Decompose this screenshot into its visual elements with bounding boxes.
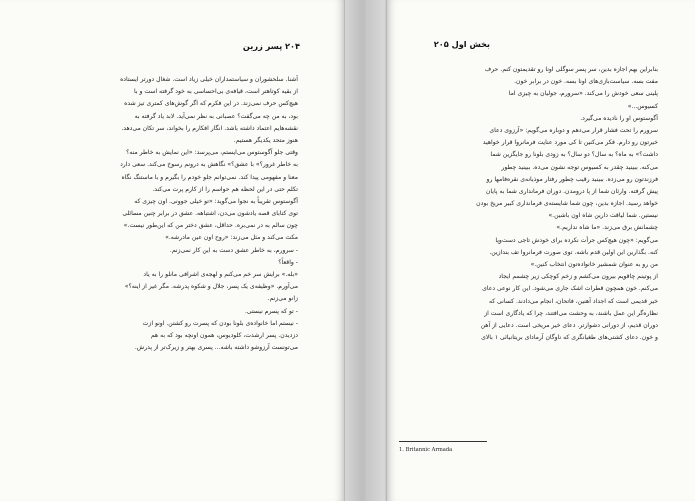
text-line: کسیوس...» bbox=[627, 102, 658, 110]
text-line: پیش گرفته. وارثان شما از پا درومدن. دوران فرمانداری شما به پایان bbox=[485, 187, 658, 195]
text-line: مکث می‌کند و مثل می‌زند: «روح اون عین مادرشه.» bbox=[165, 234, 298, 242]
text-line: خیر قدیمی است که اجداد آهنین، فاتحان، انجام می‌دادند. کسانی که bbox=[488, 297, 658, 305]
right-page-header: بخش اول ۲۰۵ bbox=[433, 39, 490, 49]
text-line: می‌تونست آرزوشو داشته باشه... پسری بهتر و زیرک‌تر از پدرش. bbox=[134, 344, 298, 352]
text-line: می‌گویم: «چون هیچ‌کس جرأت نکرده برای خودش تاجی دست‌وپا bbox=[495, 236, 658, 244]
text-line: بنابراین بهم اجازه بدین، سر پسر سوگلی اونا رو تقدیمتون کنم. حرف bbox=[484, 66, 658, 73]
text-line: معنا و مفهومی پیدا کند. نمی‌توانم جلو خودم را بگیرم و با ماستنگ نگاه bbox=[121, 173, 298, 181]
text-line: از بقیه کوتاهتر است، قیافه‌ی بی‌احساسی به خود گرفته است و با bbox=[133, 88, 298, 96]
text-line: آگوستوس او را نادیده می‌گیرد. bbox=[580, 114, 658, 122]
text-line: دزدیدن. پسر ارشدت، کلودیوس، همون اونچه بود که به هم bbox=[150, 331, 298, 339]
text-line: نقشه‌هایم اعتماد داشته باشد. انگار افکارم را بخواند، سر تکان می‌دهد. bbox=[121, 124, 298, 132]
text-line: می‌کنه. ببینید چقدر به کسیوس توجه نشون می‌ده. ببینید چطور bbox=[501, 163, 658, 171]
text-line: «بله.» برایش سر خم می‌کنم و لهجه‌ی اشرافی مانلو را به یاد bbox=[143, 271, 298, 278]
text-line: به خاطر غرور؟» با عشق؟» نگاهش به درونم رسوخ می‌کند. سعی دارد bbox=[120, 161, 298, 169]
text-line: از پوتینم چاقویم بیرون می‌کشم و زخم کوچکی زیر چشمم ایجاد bbox=[498, 273, 658, 281]
text-line: من رو به عنوان شمشیر خانواده‌تون انتخاب کنین.» bbox=[530, 261, 658, 268]
text-line: - واقعاً؟ bbox=[278, 258, 298, 266]
left-page bbox=[0, 0, 345, 501]
left-page-header: ۲۰۴ پسر زرین bbox=[242, 41, 300, 51]
text-line: توی کتابای قصه یادشون می‌دن، اشتباهه. عشق در برابر چنین مسائلی bbox=[122, 210, 298, 218]
text-line: کنه. بگذارین این اولین قدم باشه. توی صورت فرمانروا تف بندازین. bbox=[489, 248, 658, 256]
right-page-body bbox=[402, 64, 658, 344]
text-line: چشمانش برق می‌زند. «ما شاه نداریم.» bbox=[556, 224, 658, 232]
text-line: - سرورم، به خاطر عشق دست به این کار نمی‌زنم. bbox=[169, 246, 298, 254]
text-line: - تو که پسرم نیستی. bbox=[244, 307, 298, 315]
text-line: می‌آورم. «وظیفه‌ی یک پسر، جلال و شکوه پدرشه. مگر غیر از اینه؟» bbox=[124, 283, 298, 291]
text-line: می‌کنم. خون همچون قطرات اشک جاری می‌شود. این کار نوعی دعای bbox=[482, 285, 658, 293]
text-line: فرزندتون رو می‌زده. ببینید رقیب چطور رفتار موذیانه‌ی نقره‌فامها رو bbox=[486, 175, 658, 183]
text-line: نیستین. شما لیاقت دارین شاه اون باشین.» bbox=[548, 212, 658, 220]
book-gutter bbox=[345, 0, 385, 501]
text-line: - نیستم اما خانواده‌ی بلونا بودن که پسرت رو کشتن. اونو ازت bbox=[142, 319, 298, 327]
text-line: خواهد رسید. اجازه بدین، چون شما شایسته‌ی فرمانداری کبیر مریخ بودن bbox=[476, 200, 658, 208]
text-line: خیرتون رو دارم. فکر می‌کنین تا کی مورد عنایت فرمانروا قرار خواهید bbox=[482, 139, 658, 147]
text-line: دوران قدیم، از دورانی دشوارتر. دعای خیر مریخی است. دعایی از آهن bbox=[480, 321, 658, 329]
text-line: نظاره‌گر این عمل باشند، به وحشت می‌افتند، چرا که یادگاری است از bbox=[484, 309, 658, 317]
left-page-body bbox=[48, 74, 298, 354]
text-line: بود، به من چه می‌گفت؟ عصبانی به نظر نمی‌آید. لابد یاد گرفته به bbox=[134, 112, 298, 120]
text-line: چون سالم به در نمی‌بره. حداقل، عشق دختر من که این‌طور نیست.» bbox=[123, 222, 298, 230]
text-line: تکلم حتی در این لحظه هم حواسم را از کارم پرت می‌کند. bbox=[152, 185, 298, 193]
footnote-rule bbox=[399, 441, 487, 442]
text-line: و خون. دعای کشتی‌های طغیانگری که ناوگان آرمادای بریتانیائی ۱ بالای bbox=[481, 334, 658, 342]
text-line: سرورم را تحت فشار قرار می‌دهم و دوباره می‌گویم: «آرزوی دعای bbox=[489, 126, 658, 134]
text-line: زانو می‌زنم. bbox=[267, 295, 298, 303]
text-line: آگوستوس تقریباً به نجوا می‌گوید: «تو خیلی جوونی. اون چیزی که bbox=[134, 197, 298, 205]
text-line: آشنا. سلحشوران و سیاستمداران خیلی زیاد است. شغال دورتر ایستاده bbox=[120, 76, 298, 83]
right-page bbox=[386, 0, 695, 501]
text-line: هنوز متحد یکدیگر هستیم. bbox=[233, 136, 298, 144]
text-line: داشت؟» به ماه؟ به سال؟ دو سال؟ به زودی بلونا رو جایگزین شما bbox=[490, 151, 658, 159]
text-line: مفت بسه. سیاست‌بازی‌های اونا بسه. خون در برابر خون. bbox=[514, 78, 658, 86]
text-line: پلینی سعی خودش را می‌کند. «سرورم، جولیان به چیزی اما bbox=[508, 90, 658, 98]
text-line: وقتی جلو آگوستوس می‌ایستم، می‌پرسد: «این نمایش به خاطر منه؟ bbox=[126, 149, 298, 157]
footnote: 1. Britannic Armada bbox=[399, 447, 453, 453]
text-line: هیچ‌کس حرف نمی‌زند. در این فکرم که اگر گوش‌های کمتری تیز شده bbox=[124, 100, 298, 108]
